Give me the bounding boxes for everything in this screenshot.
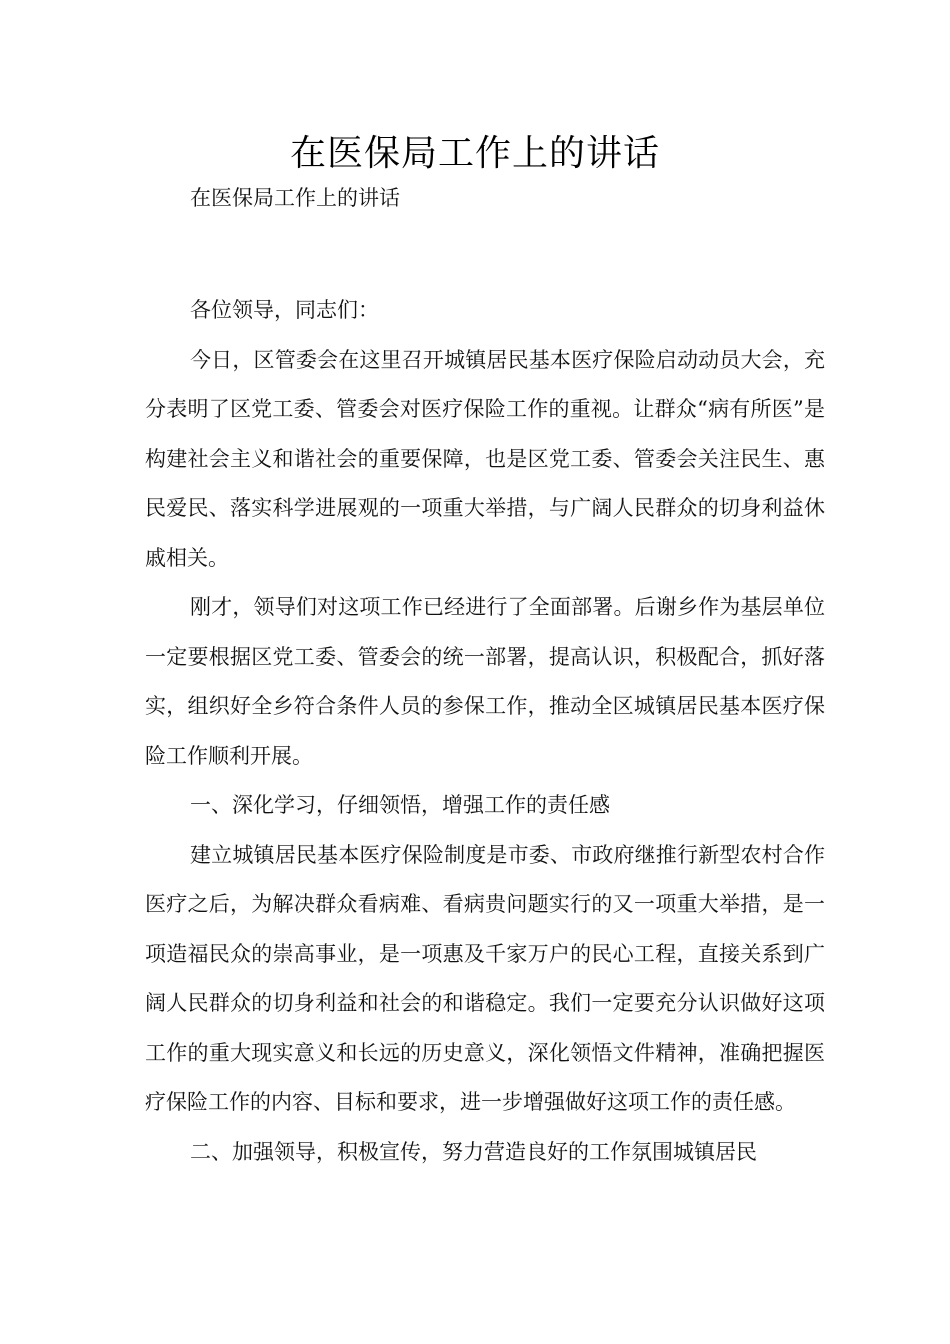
paragraph-greeting: 各位领导，同志们：	[190, 298, 379, 322]
document-title: 在医保局工作上的讲话	[289, 133, 660, 174]
section-heading: 一、深化学习，仔细领悟，增强工作的责任感	[190, 793, 610, 817]
paragraph: 建立城镇居民基本医疗保险制度是市委、市政府继推行新型农村合作医疗之后，为解决群众看病难、看病贵问题实行的又一项重大举措，是一项造福民众的崇高事业，是一项惠及千家万户的民心工程，直接关系到广阔人民群众的切身利益和社会的和谐稳定。我们一定要充分认识做好这项工作的重大现实意义和长远的历史意义，深化领悟文件精神，准确把握医疗保险工作的内容、目标和要求，进一步增强做好这项工作的责任感。	[145, 842, 825, 1114]
paragraph: 刚才，领导们对这项工作已经进行了全面部署。后谢乡作为基层单位一定要根据区党工委、管委会的统一部署，提高认识，积极配合，抓好落实，组织好全乡符合条件人员的参保工作，推动全区城镇居民基本医疗保险工作顺利开展。	[145, 595, 825, 768]
section-heading: 二、加强领导，积极宣传，努力营造良好的工作氛围城镇居民	[190, 1139, 757, 1164]
document-body	[145, 286, 825, 1177]
document-subtitle: 在医保局工作上的讲话	[190, 186, 400, 210]
paragraph: 今日，区管委会在这里召开城镇居民基本医疗保险启动动员大会，充分表明了区党工委、管委会对医疗保险工作的重视。让群众“病有所医”是构建社会主义和谐社会的重要保障，也是区党工委、管委会关注民生、惠民爱民、落实科学进展观的一项重大举措，与广阔人民群众的切身利益休戚相关。	[145, 347, 825, 570]
